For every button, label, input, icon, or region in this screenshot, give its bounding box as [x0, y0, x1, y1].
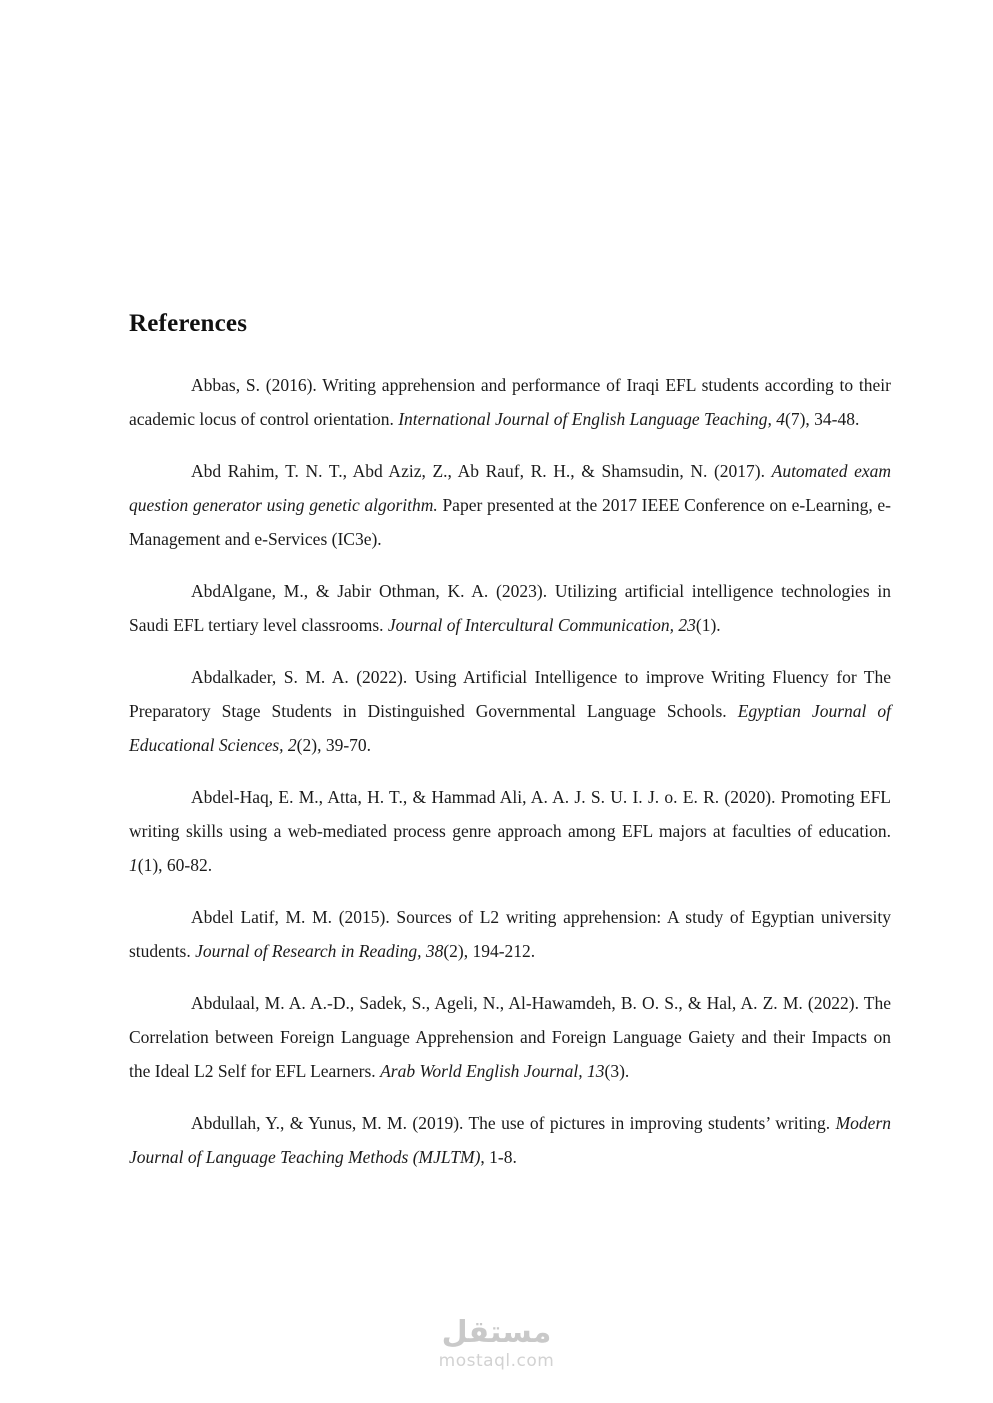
- reference-entry: [129, 454, 891, 556]
- reference-text-segment: (2), 194-212.: [443, 941, 536, 961]
- reference-text-segment: Abd Rahim, T. N. T., Abd Aziz, Z., Ab Rauf, R. H., & Shamsudin, N. (2017).: [191, 461, 772, 481]
- reference-text-segment: AbdAlgane, M., & Jabir Othman, K. A. (2023). Utilizing artificial intelligence technologies in Saudi EFL tertiary level classrooms.: [129, 581, 891, 635]
- reference-text-segment: (7), 34-48.: [785, 409, 860, 429]
- reference-entry: [129, 986, 891, 1088]
- reference-journal-segment: Egyptian Journal of Educational Sciences, 2: [129, 701, 891, 755]
- reference-text-segment: Abdalkader, S. M. A. (2022). Using Artificial Intelligence to improve Writing Fluency for The Preparatory Stage Students in Distinguished Governmental Language Schools.: [129, 667, 891, 721]
- reference-entry: [129, 660, 891, 762]
- reference-text-segment: (1).: [695, 615, 721, 635]
- reference-text-segment: Abdulaal, M. A. A.-D., Sadek, S., Ageli, N., Al-Hawamdeh, B. O. S., & Hal, A. Z. M. (2022). The Correlation between Foreign Language Apprehension and Foreign Language Gaiety and their Impacts on the Ideal L2 Self for EFL Learners.: [129, 993, 891, 1081]
- reference-text-segment: Abdel-Haq, E. M., Atta, H. T., & Hammad Ali, A. A. J. S. U. I. J. o. E. R. (2020). Promoting EFL writing skills using a web-mediated process genre approach among EFL majors at faculties of education.: [129, 787, 891, 841]
- reference-journal-segment: Automated exam question generator using genetic algorithm.: [129, 461, 891, 515]
- reference-journal-segment: 1: [129, 855, 138, 875]
- reference-journal-segment: Journal of Intercultural Communication, 23: [387, 615, 696, 635]
- references-heading: References: [129, 310, 248, 337]
- reference-text-segment: Abdullah, Y., & Yunus, M. M. (2019). The use of pictures in improving students’ writing.: [191, 1113, 836, 1133]
- watermark: [0, 1316, 993, 1371]
- references-section: [129, 310, 891, 1192]
- reference-text-segment: (3).: [604, 1061, 630, 1081]
- reference-text-segment: (2), 39-70.: [296, 735, 372, 755]
- reference-text-segment: Abbas, S. (2016). Writing apprehension and performance of Iraqi EFL students according to their academic locus of control orientation.: [129, 375, 891, 429]
- reference-entry: [129, 1106, 891, 1174]
- reference-entry: [129, 780, 891, 882]
- reference-text-segment: , 1-8.: [480, 1147, 517, 1167]
- reference-text-segment: (1), 60-82.: [137, 855, 213, 875]
- reference-journal-segment: Journal of Research in Reading, 38: [195, 941, 444, 961]
- watermark-domain-text: mostaql.com: [438, 1351, 555, 1371]
- reference-text-segment: Abdel Latif, M. M. (2015). Sources of L2 writing apprehension: A study of Egyptian university students.: [129, 907, 891, 961]
- watermark-arabic-text: مستقل: [441, 1315, 552, 1350]
- reference-entry: [129, 900, 891, 968]
- reference-journal-segment: Modern Journal of Language Teaching Methods (MJLTM): [129, 1113, 891, 1167]
- references-list: [129, 368, 891, 1174]
- reference-text-segment: Paper presented at the 2017 IEEE Conference on e-Learning, e-Management and e-Services (IC3e).: [129, 495, 891, 549]
- reference-journal-segment: International Journal of English Language Teaching, 4: [398, 409, 785, 429]
- reference-entry: [129, 574, 891, 642]
- reference-entry: [129, 368, 891, 436]
- reference-journal-segment: Arab World English Journal, 13: [380, 1061, 605, 1081]
